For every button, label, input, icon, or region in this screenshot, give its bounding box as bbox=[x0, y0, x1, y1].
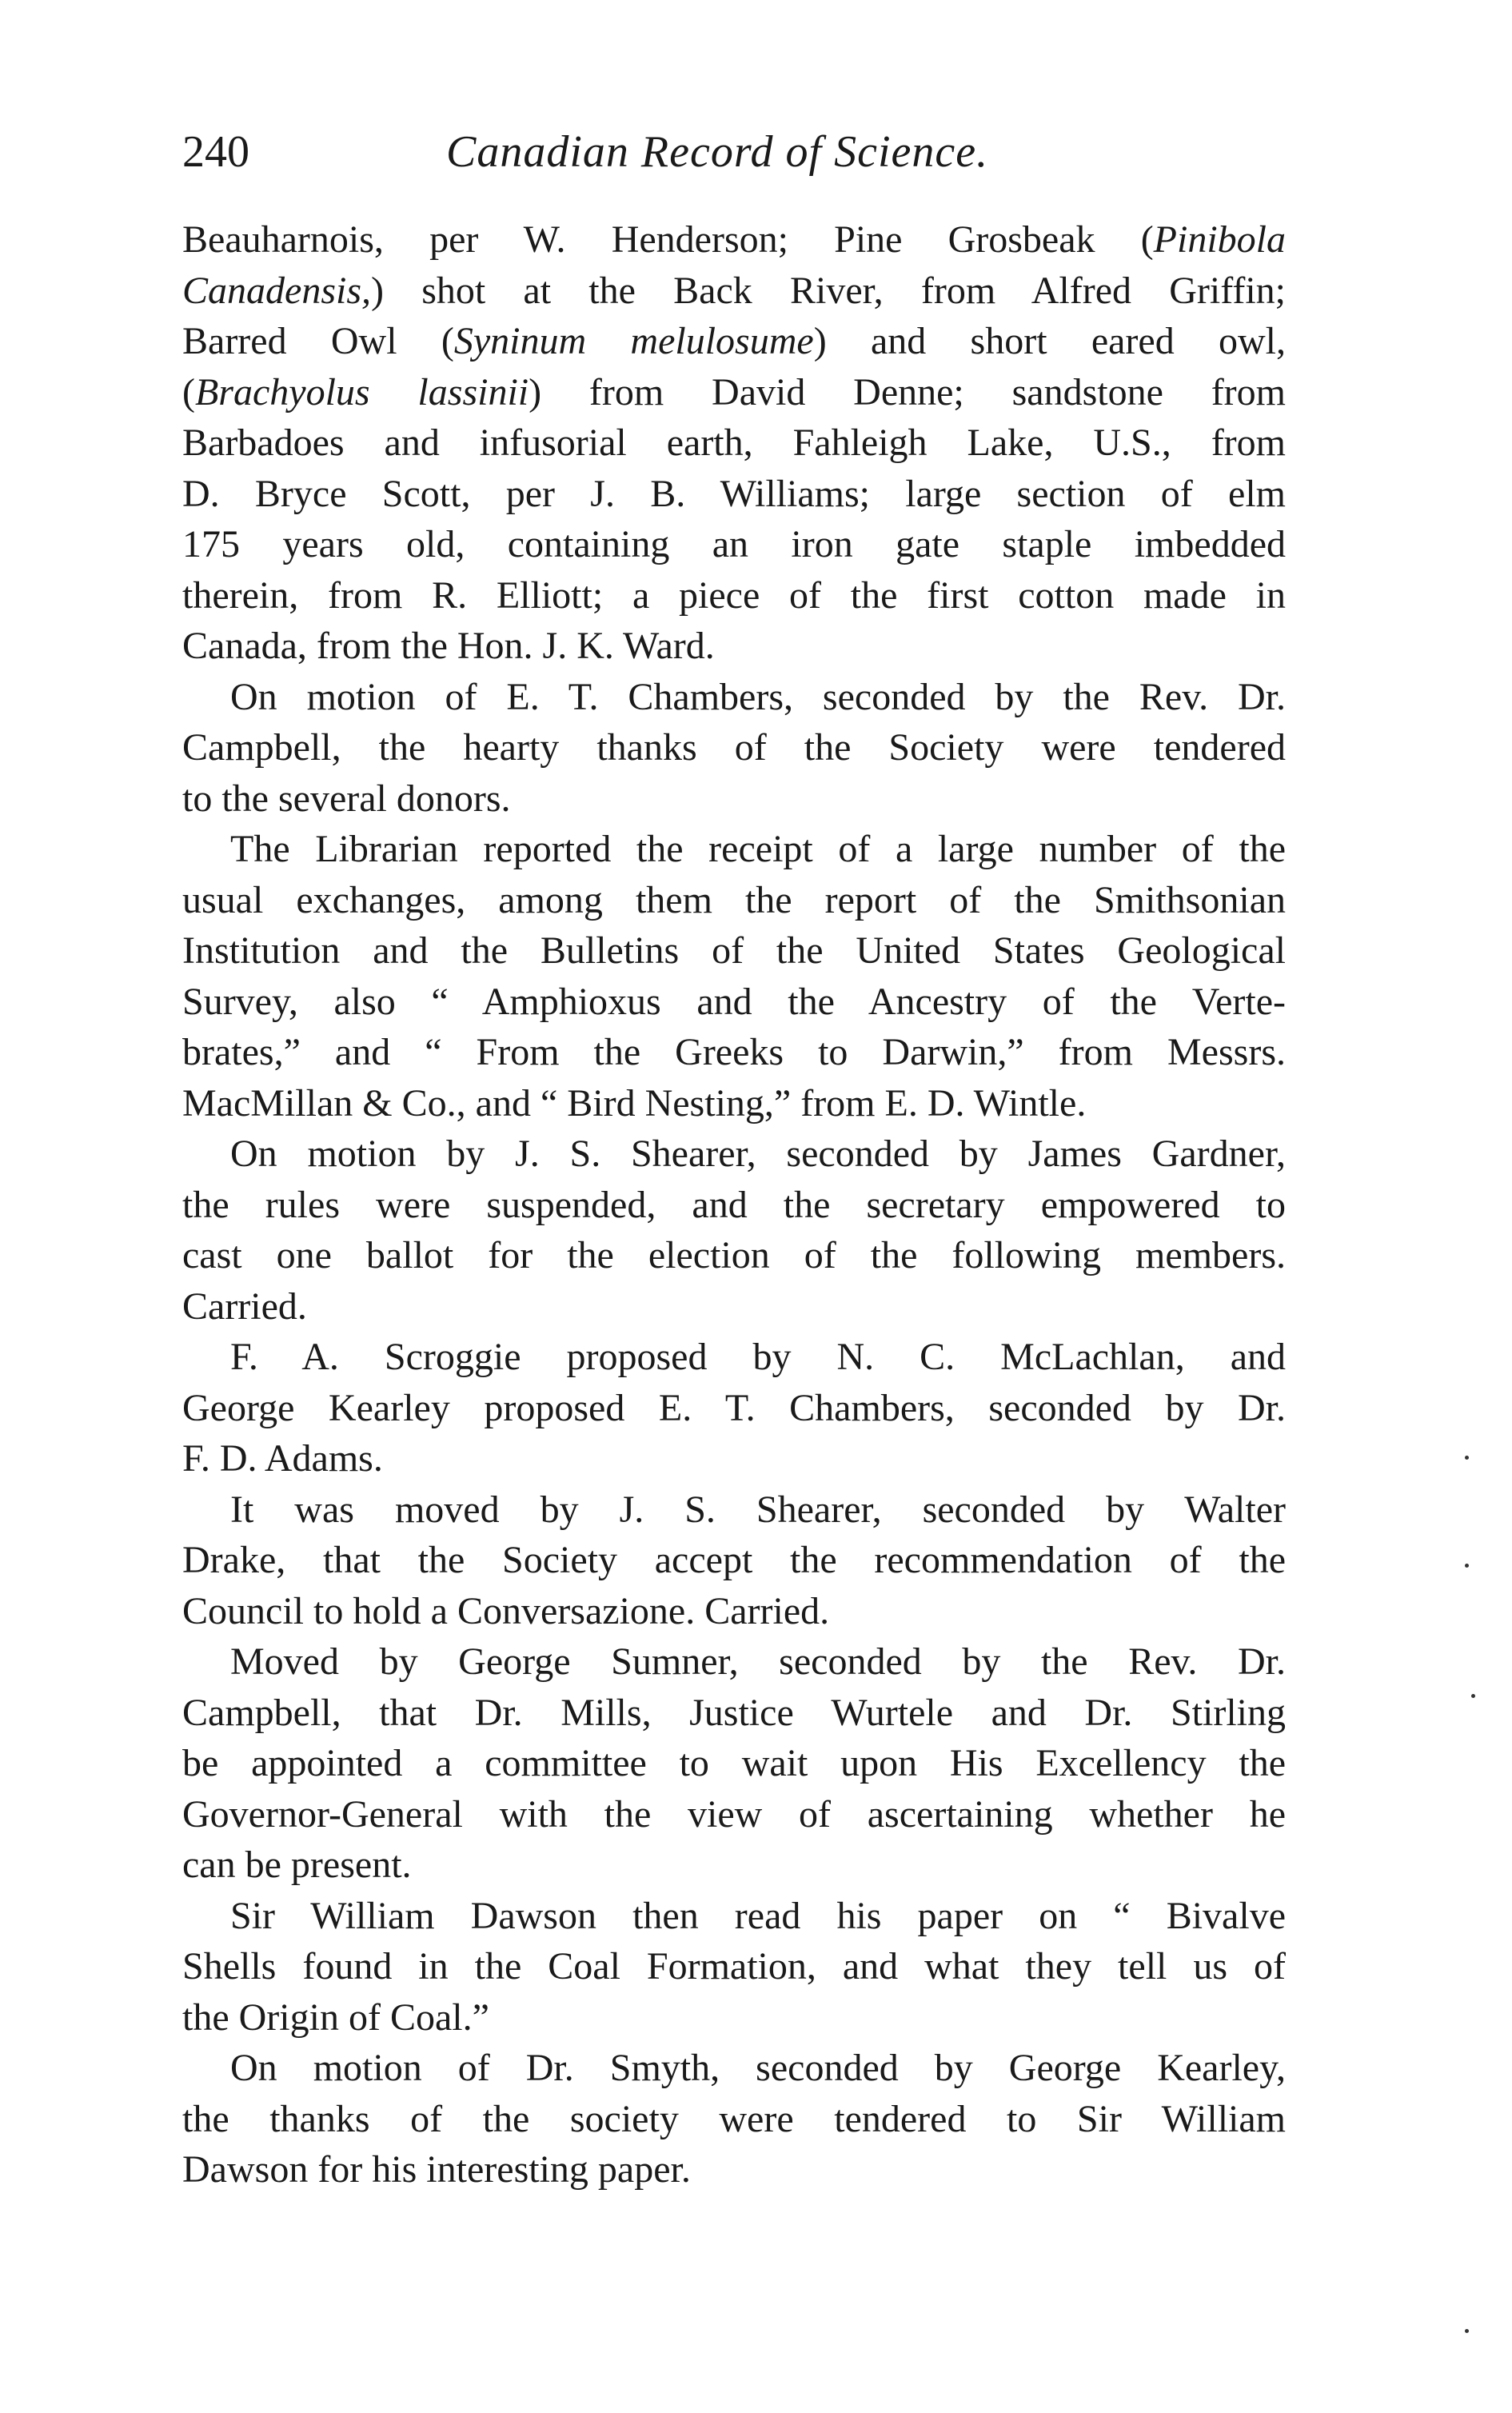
text-run: Campbell, the hearty thanks of the Society were tendered bbox=[182, 726, 1286, 769]
journal-title: Canadian Record of Science. bbox=[446, 127, 989, 177]
text-run: usual exchanges, among them the report of the Smithsonian bbox=[182, 878, 1286, 921]
text-run: Barred Owl ( bbox=[182, 320, 454, 362]
text-run: Survey, also “ Amphioxus and the Ancestry of the Verte- bbox=[182, 980, 1286, 1023]
text-run: Council to hold a Conversazione. Carried. bbox=[182, 1589, 830, 1632]
text-line bbox=[182, 214, 1286, 266]
text-run: Dawson for his interesting paper. bbox=[182, 2148, 691, 2191]
text-line bbox=[182, 1078, 1286, 1129]
text-run: On motion by J. S. Shearer, seconded by James Gardner, bbox=[230, 1133, 1286, 1175]
text-line bbox=[182, 1230, 1286, 1281]
text-run: Institution and the Bulletins of the United States Geological bbox=[182, 929, 1286, 972]
text-run: Barbadoes and infusorial earth, Fahleigh Lake, U.S., from bbox=[182, 421, 1286, 464]
text-line bbox=[182, 1027, 1286, 1078]
text-line bbox=[182, 875, 1286, 926]
text-run: Governor-General with the view of ascertaining whether he bbox=[182, 1792, 1286, 1836]
text-line bbox=[182, 1941, 1286, 1992]
text-line bbox=[182, 977, 1286, 1028]
text-run: Beauharnois, per W. Henderson; Pine Grosbeak ( bbox=[182, 218, 1154, 261]
text-line bbox=[182, 1688, 1286, 1739]
text-run: ) and short eared owl, bbox=[813, 320, 1286, 362]
text-run: ) shot at the Back River, from Alfred Griffin; bbox=[371, 269, 1286, 312]
running-head bbox=[182, 120, 1286, 184]
scan-speck bbox=[1465, 1564, 1469, 1568]
text-run: can be present. bbox=[182, 1844, 412, 1886]
text-line bbox=[182, 1383, 1286, 1434]
text-line bbox=[182, 1789, 1286, 1840]
text-run: Sir William Dawson then read his paper on “ Bivalve bbox=[230, 1894, 1286, 1937]
text-line bbox=[182, 773, 1286, 825]
text-run: F. A. Scroggie proposed by N. C. McLachlan, and bbox=[230, 1336, 1286, 1378]
text-line bbox=[182, 367, 1286, 418]
text-line bbox=[182, 1129, 1286, 1180]
text-line bbox=[182, 2043, 1286, 2094]
scan-speck bbox=[1471, 1694, 1475, 1698]
text-run: It was moved by J. S. Shearer, seconded by Walter bbox=[230, 1488, 1286, 1531]
text-line bbox=[182, 1281, 1286, 1332]
text-run: The Librarian reported the receipt of a large number of the bbox=[230, 828, 1286, 870]
text-line bbox=[182, 266, 1286, 317]
text-line bbox=[182, 316, 1286, 367]
scan-speck bbox=[1465, 1456, 1469, 1460]
text-run: ) from David Denne; sandstone from bbox=[529, 370, 1286, 413]
text-line bbox=[182, 1433, 1286, 1484]
text-line bbox=[182, 2144, 1286, 2195]
text-run: George Kearley proposed E. T. Chambers, seconded by Dr. bbox=[182, 1386, 1286, 1429]
text-run: On motion of Dr. Smyth, seconded by George Kearley, bbox=[230, 2047, 1286, 2089]
text-line bbox=[182, 417, 1286, 469]
text-run: be appointed a committee to wait upon His Excellency the bbox=[182, 1742, 1286, 1784]
text-run: 175 years old, containing an iron gate staple imbedded bbox=[182, 523, 1286, 565]
text-run: Canada, from the Hon. J. K. Ward. bbox=[182, 625, 715, 667]
text-run: Campbell, that Dr. Mills, Justice Wurtele and Dr. Stirling bbox=[182, 1691, 1286, 1734]
text-run: D. Bryce Scott, per J. B. Williams; large section of elm bbox=[182, 472, 1286, 515]
body-text bbox=[182, 214, 1286, 2195]
text-run: On motion of E. T. Chambers, seconded by the Rev. Dr. bbox=[230, 675, 1286, 718]
text-line bbox=[182, 722, 1286, 773]
text-run: Moved by George Sumner, seconded by the Rev. Dr. bbox=[230, 1640, 1286, 1683]
text-line bbox=[182, 570, 1286, 621]
page-number: 240 bbox=[182, 127, 249, 177]
text-line bbox=[182, 1992, 1286, 2043]
text-run: brates,” and “ From the Greeks to Darwin,” from Messrs. bbox=[182, 1031, 1286, 1073]
text-run: the thanks of the society were tendered to Sir William bbox=[182, 2097, 1286, 2140]
italic-text: Canadensis, bbox=[182, 269, 372, 312]
text-run: Drake, that the Society accept the recommendation of the bbox=[182, 1539, 1286, 1581]
text-line bbox=[182, 1738, 1286, 1789]
text-line bbox=[182, 824, 1286, 875]
text-line bbox=[182, 1535, 1286, 1586]
text-line bbox=[182, 1891, 1286, 1942]
text-line bbox=[182, 519, 1286, 570]
text-run: the rules were suspended, and the secretary empowered to bbox=[182, 1183, 1286, 1226]
text-run: ( bbox=[182, 370, 195, 413]
text-run: cast one ballot for the election of the following members. bbox=[182, 1234, 1286, 1276]
text-line bbox=[182, 621, 1286, 672]
text-run: the Origin of Coal.” bbox=[182, 1996, 489, 2039]
text-line bbox=[182, 672, 1286, 723]
text-run: F. D. Adams. bbox=[182, 1437, 383, 1480]
scan-speck bbox=[1465, 2329, 1469, 2333]
text-line bbox=[182, 1586, 1286, 1637]
text-line bbox=[182, 469, 1286, 520]
text-line bbox=[182, 1484, 1286, 1536]
text-line bbox=[182, 1840, 1286, 1891]
text-line bbox=[182, 2094, 1286, 2145]
text-run: therein, from R. Elliott; a piece of the first cotton made in bbox=[182, 573, 1286, 617]
italic-text: Pinibola bbox=[1153, 218, 1286, 261]
text-line bbox=[182, 925, 1286, 977]
text-line bbox=[182, 1332, 1286, 1383]
text-run: MacMillan & Co., and “ Bird Nesting,” from E. D. Wintle. bbox=[182, 1081, 1087, 1125]
italic-text: Syninum melulosume bbox=[453, 320, 814, 362]
text-run: Carried. bbox=[182, 1284, 307, 1328]
italic-text: Brachyolus lassinii bbox=[194, 370, 529, 413]
text-line bbox=[182, 1180, 1286, 1231]
text-line bbox=[182, 1636, 1286, 1688]
text-run: to the several donors. bbox=[182, 777, 511, 820]
text-run: Shells found in the Coal Formation, and what they tell us of bbox=[182, 1945, 1286, 1988]
